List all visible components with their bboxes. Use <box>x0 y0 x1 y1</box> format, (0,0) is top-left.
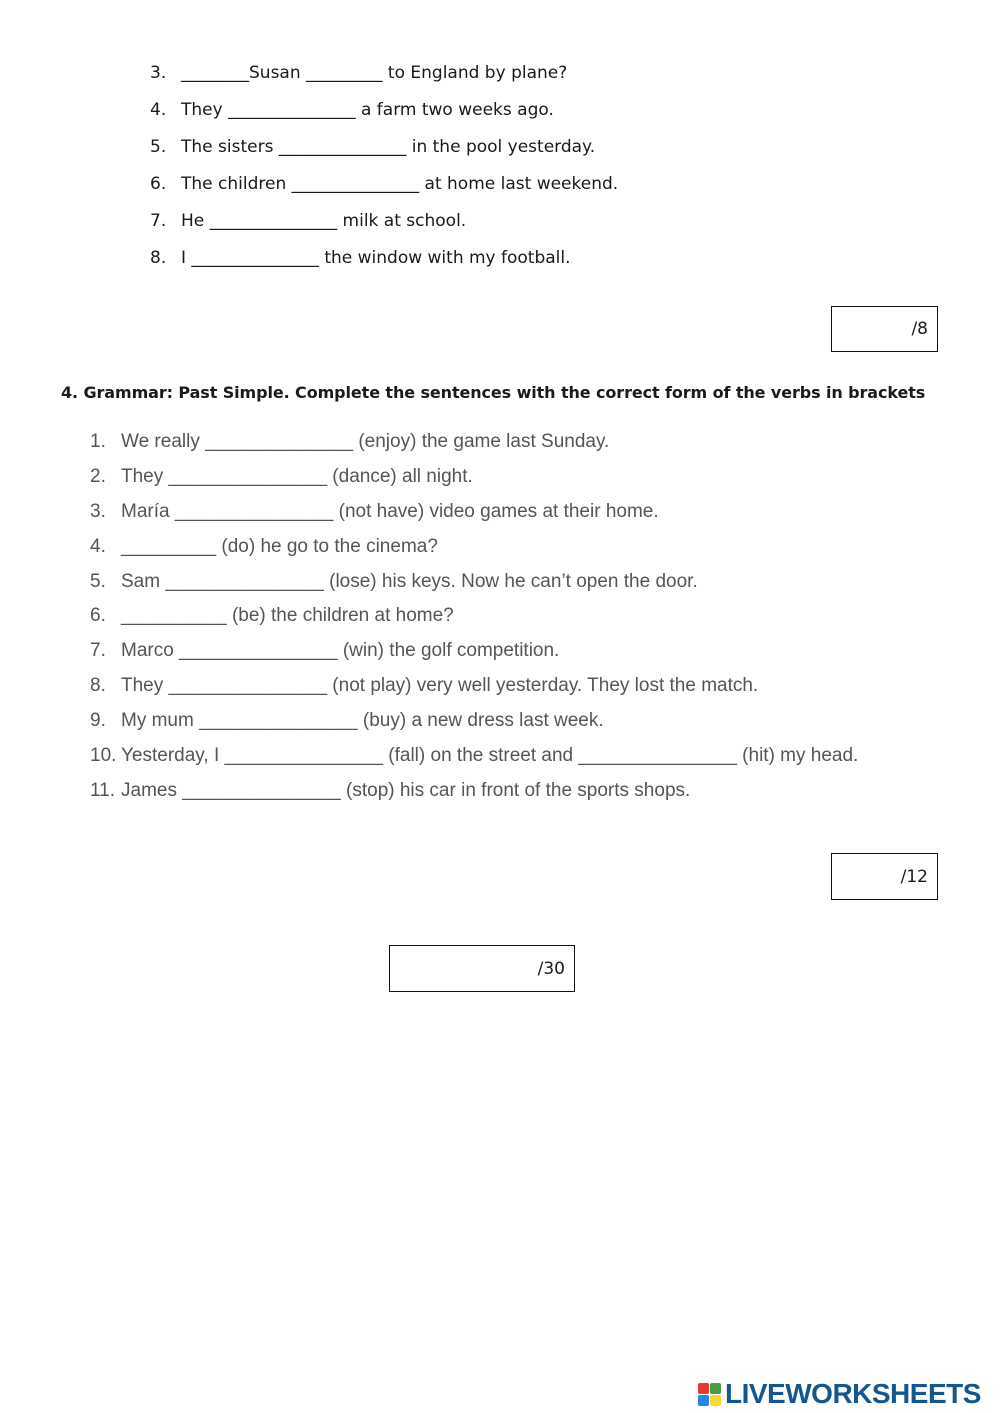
item-text: __________ (be) the children at home? <box>121 605 454 627</box>
section4-score-label: /12 <box>900 866 928 887</box>
item-text: My mum _______________ (buy) a new dress last week. <box>121 710 604 732</box>
item-text: Marco _______________ (win) the golf competition. <box>121 640 560 662</box>
item-number: 2. <box>90 465 106 487</box>
section3-score-label: /8 <box>911 319 928 339</box>
liveworksheets-logo <box>698 1378 981 1410</box>
section4-score-box[interactable] <box>831 853 938 900</box>
list-item <box>90 637 858 672</box>
item-number: 1. <box>90 431 106 452</box>
item-text: James _______________ (stop) his car in front of the sports shops. <box>121 779 691 801</box>
item-number: 9. <box>90 710 106 732</box>
logo-text: LIVEWORKSHEETS <box>725 1378 981 1409</box>
list-item <box>90 498 858 533</box>
logo-icon <box>698 1383 721 1406</box>
item-number: 7. <box>90 640 106 662</box>
item-number: 7. <box>150 211 167 231</box>
list-item <box>150 171 618 208</box>
list-item <box>150 60 618 97</box>
item-text: Sam _______________ (lose) his keys. Now he can’t open the door. <box>121 570 698 592</box>
list-item <box>90 568 858 603</box>
item-text: We really ______________ (enjoy) the game last Sunday. <box>121 431 610 452</box>
item-number: 10. <box>90 745 117 767</box>
item-number: 8. <box>150 248 167 268</box>
section4-list <box>90 428 858 812</box>
list-item <box>150 245 618 282</box>
item-number: 11. <box>90 779 116 801</box>
item-number: 8. <box>90 675 106 697</box>
item-text: The children _______________ at home last weekend. <box>181 174 619 194</box>
list-item <box>90 463 858 498</box>
item-text: They _______________ (not play) very well yesterday. They lost the match. <box>121 675 759 697</box>
total-score-label: /30 <box>537 958 565 979</box>
section3-score-box[interactable] <box>831 306 938 352</box>
item-text: They _______________ a farm two weeks ago. <box>181 100 554 120</box>
section4-heading: 4. Grammar: Past Simple. Complete the sentences with the correct form of the verbs in brackets <box>61 383 926 402</box>
list-item <box>150 134 618 171</box>
list-item <box>90 777 858 812</box>
item-text: Yesterday, I _______________ (fall) on the street and _______________ (hit) my head. <box>121 745 859 767</box>
item-text: María _______________ (not have) video games at their home. <box>121 500 659 522</box>
list-item <box>90 672 858 707</box>
item-text: He _______________ milk at school. <box>181 211 467 231</box>
item-number: 3. <box>150 63 167 83</box>
item-text: I _______________ the window with my football. <box>181 248 571 268</box>
item-number: 4. <box>90 535 106 557</box>
list-item <box>90 602 858 637</box>
list-item <box>90 742 858 777</box>
item-text: They _______________ (dance) all night. <box>121 465 473 487</box>
item-number: 3. <box>90 500 106 522</box>
item-number: 4. <box>150 100 167 120</box>
item-text: The sisters _______________ in the pool yesterday. <box>181 137 596 157</box>
list-item <box>150 97 618 134</box>
total-score-box[interactable] <box>389 945 575 992</box>
item-text: _________ (do) he go to the cinema? <box>121 535 438 557</box>
item-number: 6. <box>90 605 106 627</box>
list-item <box>150 208 618 245</box>
item-number: 5. <box>90 570 106 592</box>
item-number: 5. <box>150 137 167 157</box>
list-item <box>90 428 858 463</box>
list-item <box>90 533 858 568</box>
item-number: 6. <box>150 174 167 194</box>
item-text: ________Susan _________ to England by plane? <box>181 63 568 83</box>
list-item <box>90 707 858 742</box>
section3-list <box>150 60 618 282</box>
